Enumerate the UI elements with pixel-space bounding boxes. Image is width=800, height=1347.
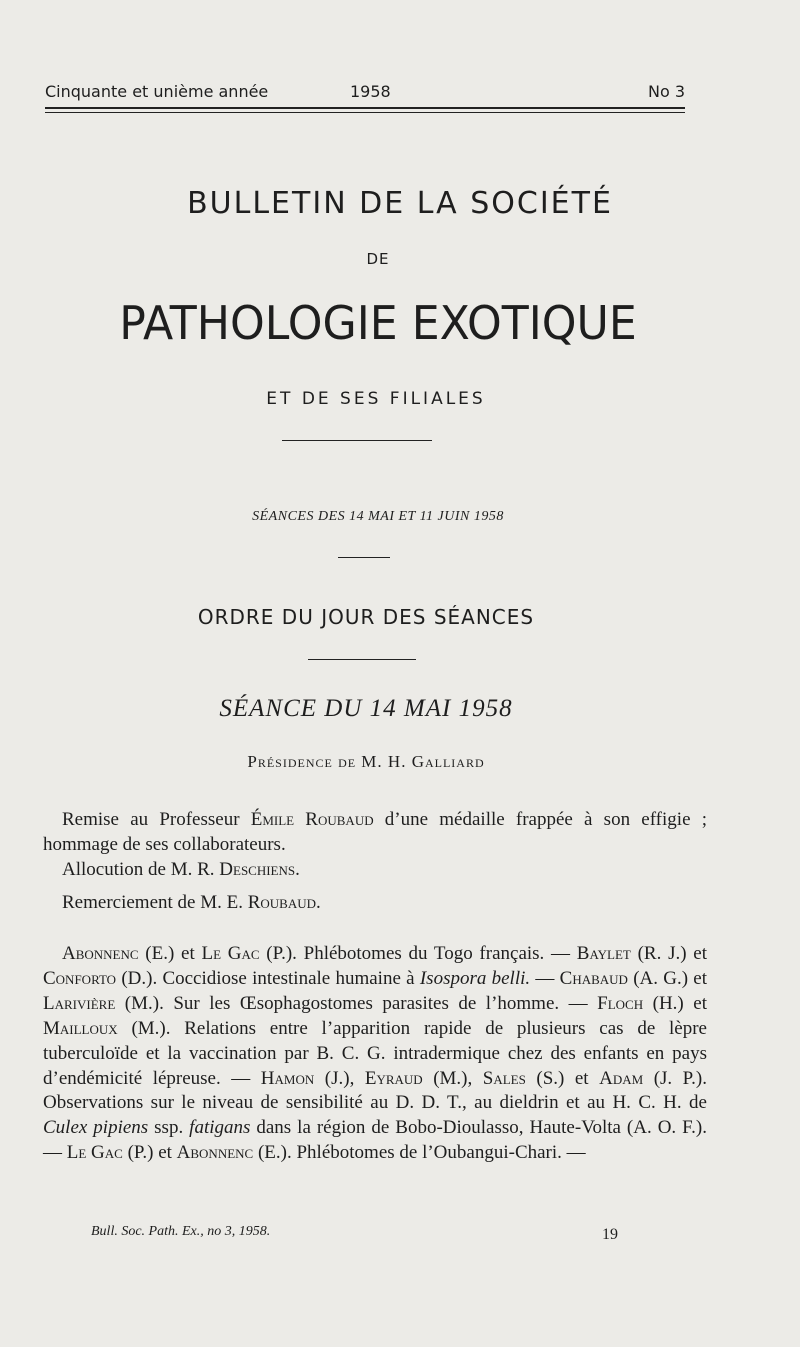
- paragraph-text-run: (D.). Coccidiose intestinale humaine à: [116, 967, 420, 989]
- species-name: Culex pipiens: [43, 1117, 149, 1139]
- paragraph-text-run: (M.). Sur les Œsophagostomes parasites de l’homme. —: [115, 992, 598, 1014]
- paragraph-text-run: (M.),: [422, 1067, 483, 1089]
- communications-paragraph: [43, 942, 707, 1166]
- remise-text-start: Remise au Professeur: [62, 809, 251, 830]
- paragraph-text-run: (M.). Relations entre l’apparition rapide de plusieurs cas de lèpre tuberculoïde et la vaccination par B. C. G. intradermique chez des enfants en pays d’endémicité lépreuse. —: [43, 1017, 707, 1089]
- remerciement-person-name: Roubaud: [247, 892, 317, 913]
- header-rule-thin: [45, 112, 685, 113]
- remerciement-period: .: [316, 892, 321, 913]
- paragraph-text-run: (J. P.). Observations sur le niveau de sensibilité au D. D. T., au dieldrin et au H. C. H. de: [43, 1067, 707, 1114]
- remise-paragraph: [43, 808, 707, 857]
- paragraph-text-run: (A. G.) et: [627, 967, 708, 989]
- remise-text-end: d’une médaille frappée à son effigie ; hommage de ses collaborateurs.: [43, 809, 707, 855]
- author-name: Le Gac: [201, 943, 260, 964]
- title-line-bulletin: BULLETIN DE LA SOCIÉTÉ: [187, 186, 613, 221]
- author-name: Abonnenc: [62, 943, 139, 964]
- running-header: [45, 82, 685, 104]
- author-name: Hamon: [260, 1067, 315, 1089]
- allocution-text: Allocution de M. R.: [62, 859, 220, 880]
- header-rule-thick: [45, 107, 685, 109]
- author-name: Eyraud: [364, 1067, 423, 1089]
- paragraph-text-run: ssp.: [148, 1117, 190, 1139]
- author-name: Sales: [482, 1067, 526, 1089]
- ordre-du-jour-heading: ORDRE DU JOUR DES SÉANCES: [197, 605, 535, 629]
- publication-year: 1958: [350, 82, 391, 101]
- remerciement-paragraph: [62, 891, 707, 916]
- species-name: Isospora belli.: [419, 967, 531, 989]
- paragraph-text-run: (S.) et: [525, 1067, 600, 1089]
- paragraph-text-run: (E.) et: [138, 943, 202, 964]
- species-name: fatigans: [189, 1117, 251, 1139]
- issue-number: No 3: [647, 82, 685, 101]
- ordre-divider: [308, 659, 416, 660]
- presidence-line: Présidence de M. H. Galliard: [247, 752, 485, 771]
- author-name: Baylet: [576, 943, 631, 964]
- author-name: Conforto: [43, 967, 117, 989]
- title-line-pathologie: PATHOLOGIE EXOTIQUE: [119, 296, 637, 350]
- remise-person-name: Émile Roubaud: [250, 809, 374, 830]
- paragraph-text-run: dans la région de Bobo-Dioulasso, Haute-Volta (A. O. F.). —: [43, 1117, 708, 1164]
- author-name: Le Gac: [66, 1142, 123, 1164]
- remerciement-text: Remerciement de M. E.: [62, 892, 248, 913]
- paragraph-text-run: (P.) et: [122, 1142, 177, 1164]
- paragraph-text-run: (P.). Phlébotomes du Togo français. —: [259, 943, 577, 964]
- seances-dates: SÉANCES DES 14 MAI ET 11 JUIN 1958: [252, 509, 504, 524]
- paragraph-text-run: (H.) et: [643, 992, 707, 1014]
- allocution-person-name: Deschiens: [219, 859, 296, 880]
- author-name: Mailloux: [43, 1017, 118, 1039]
- author-name: Floch: [597, 992, 644, 1014]
- author-name: Chabaud: [559, 967, 628, 989]
- allocution-paragraph: [62, 858, 707, 883]
- title-divider: [282, 440, 432, 441]
- volume-year-label: Cinquante et unième année: [45, 82, 269, 101]
- allocution-period: .: [295, 859, 300, 880]
- title-line-filiales: ET DE SES FILIALES: [266, 389, 486, 409]
- author-name: Adam: [599, 1067, 644, 1089]
- paragraph-text-run: (E.). Phlébotomes de l’Oubangui-Chari. —: [253, 1142, 586, 1164]
- page-number: 19: [602, 1226, 618, 1243]
- author-name: Abonnenc: [176, 1142, 254, 1164]
- dates-divider: [338, 557, 390, 558]
- footer-citation: Bull. Soc. Path. Ex., no 3, 1958.: [91, 1224, 271, 1239]
- paragraph-text-run: —: [530, 967, 560, 989]
- paragraph-text-run: (R. J.) et: [630, 943, 707, 964]
- seance-heading: SÉANCE DU 14 MAI 1958: [219, 695, 513, 722]
- title-line-de: DE: [366, 250, 390, 268]
- author-name: Larivière: [43, 992, 116, 1014]
- paragraph-text-run: (J.),: [314, 1067, 365, 1089]
